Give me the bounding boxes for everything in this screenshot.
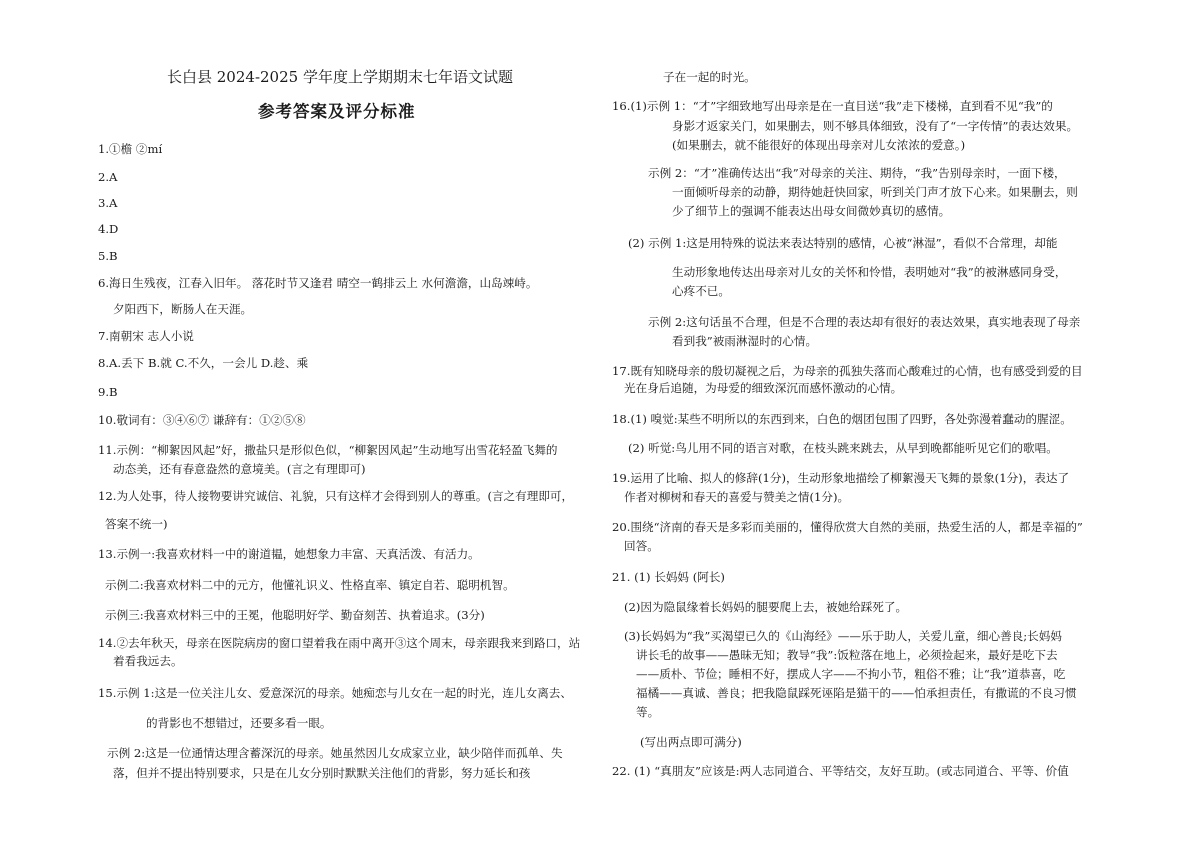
answer-21-note: (写出两点即可满分)	[640, 735, 742, 749]
answer-10: 10.敬词有：③④⑥⑦ 谦辞有：①②⑤⑧	[98, 413, 306, 427]
answer-2: 2.A	[98, 170, 118, 184]
answer-17-line-1: 17.既有知晓母亲的殷切凝视之后，为母亲的孤独失落而心酸难过的心情，也有感受到爱的目	[612, 364, 1083, 378]
answer-11-line-2: 动态美，还有春意盎然的意境美。(言之有理即可)	[113, 462, 366, 476]
answer-18-line-2: (2) 听觉:鸟儿用不同的语言对歌，在枝头跳来跳去，从早到晚都能听见它们的歌唱。	[628, 441, 1058, 455]
answer-13-line-1: 13.示例一:我喜欢材料一中的谢道韫，她想象力丰富、天真活泼、有活力。	[98, 547, 480, 561]
answer-15-line-4: 落，但并不提出特别要求，只是在儿女分别时默默关注他们的背影，努力延长和孩	[113, 766, 531, 780]
answer-21-line-3: (3)长妈妈为“我”买渴望已久的《山海经》——乐于助人，关爱儿童，细心善良;长妈妈	[624, 629, 1062, 643]
answer-1: 1.①檐 ②mí	[98, 142, 163, 156]
answer-16-line-9: 心疼不已。	[672, 284, 730, 298]
answer-21-line-6: 福橘——真诚、善良；把我隐鼠踩死诬陷是猫干的——怕承担责任，有撒谎的不良习惯	[636, 686, 1077, 700]
answer-13-line-3: 示例三:我喜欢材料三中的王冕，他聪明好学、勤奋刻苦、执着追求。(3分)	[105, 608, 485, 622]
answer-12-line-1: 12.为人处事，待人接物要讲究诚信、礼貌，只有这样才会得到别人的尊重。(言之有理即可，	[98, 489, 574, 503]
page-subtitle: 参考答案及评分标准	[258, 102, 416, 121]
answer-14-line-2: 着看我远去。	[113, 654, 183, 668]
answer-17-line-2: 光在身后追随，为母爱的细致深沉而感怀激动的心情。	[624, 381, 903, 395]
answer-16-line-10: 示例 2:这句话虽不合理，但是不合理的表达却有很好的表达效果，真实地表现了母亲	[648, 315, 1081, 329]
answer-13-line-2: 示例二:我喜欢材料二中的元方，他懂礼识义、性格直率、镇定自若、聪明机智。	[105, 578, 515, 592]
answer-8: 8.A.丢下 B.就 C.不久，一会儿 D.趁、乘	[98, 356, 309, 370]
answer-16-line-1: 16.(1)示例 1：“才”字细致地写出母亲是在一直目送“我”走下楼梯，直到看不见“我”的	[612, 99, 1053, 113]
answer-16-line-4: 示例 2：“才”准确传达出“我”对母亲的关注、期待，“我”告别母亲时，一面下楼，	[648, 166, 1066, 180]
answer-22-line-1: 22. (1) “真朋友”应该是:两人志同道合、平等结交，友好互助。(或志同道合、平等、价值	[612, 764, 1069, 778]
answer-16-line-8: 生动形象地传达出母亲对儿女的关怀和怜惜，表明她对“我”的被淋感同身受，	[672, 265, 1067, 279]
answer-15-line-3: 示例 2:这是一位通情达理含蓄深沉的母亲。她虽然因儿女成家立业，缺少陪伴而孤单、失	[107, 746, 563, 760]
answer-16-line-7: (2) 示例 1:这是用特殊的说法来表达特别的感情，心被“淋湿”，看似不合常理，却能	[628, 236, 1058, 250]
answer-6-line-1: 6.海日生残夜，江春入旧年。 落花时节又逢君 晴空一鹤排云上 水何澹澹，山岛竦峙。	[98, 276, 538, 290]
answer-4: 4.D	[98, 222, 119, 236]
answer-19-line-2: 作者对柳树和春天的喜爱与赞美之情(1分)。	[624, 490, 850, 504]
answer-18-line-1: 18.(1) 嗅觉:某些不明所以的东西到来，白色的烟团包围了四野，各处弥漫着蠢动的腥涩。	[612, 412, 1072, 426]
answer-15-continued: 子在一起的时光。	[663, 70, 756, 84]
answer-15-line-2: 的背影也不想错过，还要多看一眼。	[146, 716, 332, 730]
answer-7: 7.南朝宋 志人小说	[98, 329, 194, 343]
answer-21-line-7: 等。	[636, 705, 660, 719]
answer-16-line-11: 看到我”被雨淋湿时的心情。	[672, 334, 818, 348]
answer-12-line-2: 答案不统一)	[105, 517, 168, 531]
answer-15-line-1: 15.示例 1:这是一位关注儿女、爱意深沉的母亲。她痴恋与儿女在一起的时光，连儿女离去、	[98, 686, 572, 700]
page-title: 长白县 2024-2025 学年度上学期期末七年语文试题	[167, 68, 513, 86]
answer-16-line-5: 一面倾听母亲的动静，期待她赶快回家，听到关门声才放下心来。如果删去，则	[672, 185, 1078, 199]
answer-5: 5.B	[98, 249, 118, 263]
answer-20-line-1: 20.围绕“济南的春天是多彩而美丽的，懂得欣赏大自然的美丽，热爱生活的人，都是幸福的”	[612, 520, 1083, 534]
answer-21-line-1: 21. (1) 长妈妈 (阿长)	[612, 570, 725, 584]
answer-20-line-2: 回答。	[624, 539, 659, 553]
answer-3: 3.A	[98, 196, 118, 210]
answer-21-line-2: (2)因为隐鼠缘着长妈妈的腿要爬上去，被她给踩死了。	[624, 600, 908, 614]
answer-16-line-6: 少了细节上的强调不能表达出母女间微妙真切的感情。	[672, 204, 951, 218]
answer-11-line-1: 11.示例：“柳絮因风起”好，撒盐只是形似色似，“柳絮因风起”生动地写出雪花轻盈飞舞的	[98, 443, 558, 457]
answer-9: 9.B	[98, 385, 118, 399]
answer-16-line-3: (如果删去，就不能很好的体现出母亲对儿女浓浓的爱意。)	[672, 138, 966, 152]
answer-6-line-2: 夕阳西下，断肠人在天涯。	[113, 302, 253, 316]
answer-21-line-5: ——质朴、节俭；睡相不好，摆成人字——不拘小节，粗俗不雅；让“我”道恭喜，吃	[636, 667, 1066, 681]
answer-16-line-2: 身影才返家关门，如果删去，则不够具体细致，没有了“一字传情”的表达效果。	[672, 119, 1079, 133]
answer-19-line-1: 19.运用了比喻、拟人的修辞(1分)，生动形象地描绘了柳絮漫天飞舞的景象(1分)，表达了	[612, 471, 1070, 485]
answer-14-line-1: 14.②去年秋天，母亲在医院病房的窗口望着我在雨中离开③这个周末，母亲跟我来到路口，站	[98, 636, 581, 650]
answer-21-line-4: 讲长毛的故事——愚昧无知；教导“我”:饭粒落在地上，必须捡起来，最好是吃下去	[636, 648, 1058, 662]
